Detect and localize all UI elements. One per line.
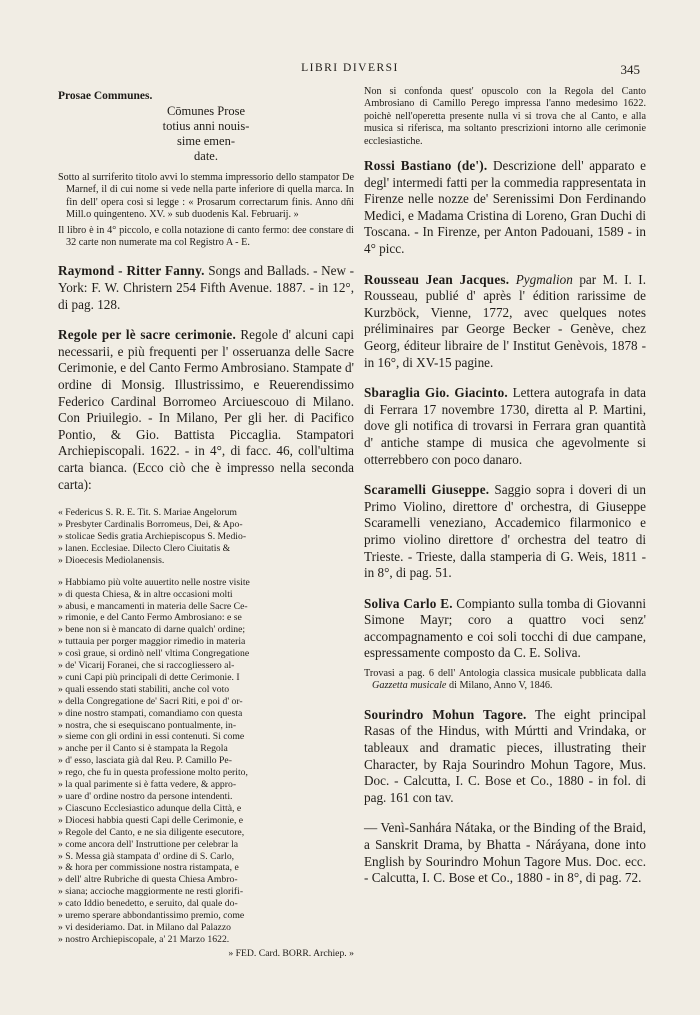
entry-text: [364, 158, 646, 258]
entry-sbaraglia: [364, 385, 646, 468]
entry-heading: Soliva Carlo E.: [364, 595, 453, 611]
signature: » FED. Card. BORR. Archiep. »: [228, 947, 354, 959]
entry-regole: [58, 327, 354, 493]
quote-line: » siana; accioche maggiormente ne resti glorifi-: [58, 886, 244, 898]
entry-text: [364, 272, 646, 372]
quote-line: » stolicae Sedis gratia Archiepiscopus S. Medio-: [58, 530, 247, 542]
quote-line: » de' Vicarij Foranei, che si raccogliessero al-: [58, 660, 235, 672]
quote-line: » anche per il Canto si è stampata la Regola: [58, 743, 228, 755]
quote-line: » Regole del Canto, e ne sia diligente esecutore,: [58, 826, 245, 838]
quote-line: « Federicus S. R. E. Tit. S. Mariae Angelorum: [58, 507, 237, 519]
entry-heading: Regole per lè sacre cerimonie.: [58, 327, 236, 343]
quote-line: » Dioecesis Mediolanensis.: [58, 554, 165, 566]
entry-rossi: [364, 158, 646, 258]
quote-block-2: [58, 577, 354, 959]
quote-line: » rimonie, e del Canto Fermo Ambrosiano: e se: [58, 612, 242, 624]
entry-heading: Scaramelli Giuseppe.: [364, 482, 490, 498]
entry-sourindro-second: [364, 820, 646, 886]
running-title: LIBRI DIVERSI: [301, 62, 399, 74]
entry-body: Lettera autografa in data di Ferrara 17 novembre 1730, diretta al P. Martini, dove gli notifica di trovarsi in Ferrara gran quantità d' antiche stampe di musica che agevolmente si otterrebbero con poco danaro.: [364, 385, 646, 467]
note-text: Trovasi a pag. 6 dell' Antologia classica musicale pubblicata dalla: [364, 668, 646, 680]
note-title: Gazzetta musicale: [372, 680, 447, 692]
entry-scaramelli: [364, 482, 646, 582]
quote-line: » come ancora dell' Instruttione per celebrar la: [58, 838, 239, 850]
entry-heading: Rossi Bastiano (de').: [364, 158, 488, 174]
quote-block-1: [58, 507, 354, 567]
entry-text: — Venì-Sanhára Nátaka, or the Binding of the Braid, a Sanskrit Drama, by Bhatta - Náráyana, done into English by Sourindro Mohun Tagore Mus. Doc. ecc. - Calcutta, I. C. Bose et Co., 1880 - in 8°, di pag. 72.: [364, 820, 646, 886]
entry-sourindro: [364, 707, 646, 807]
quote-line: » rego, che fu in questa professione molto perito,: [58, 767, 248, 779]
quote-line: » Habbiamo più volte auuertito nelle nostre visite: [58, 576, 250, 588]
quote-line: » & hora per commissione nostra ristampata, e: [58, 862, 239, 874]
entry-text: [364, 707, 646, 807]
quote-line: » sieme con gli ordini in essi contenuti. Si come: [58, 731, 245, 743]
entry-heading: Sbaraglia Gio. Giacinto.: [364, 385, 508, 401]
entry-body: Regole d' alcuni capi necessarii, e più frequenti per l' osseruanza delle Sacre Cerimonie, e del Canto Fermo Ambrosiano. Stampate d' ordine di Monsig. Illustrissimo, e Reuerendissimo Federico Cardinal Borromeo Arciuescouo di Milano. Con Priuilegio. - In Milano, Per gli her. di Pacifico Pontio, & Gio. Battista Piccaglia. Stampatori Archiepiscopali. 1622. - in 4°, di facc. 46, coll'ultima carta bianca. (Ecco ciò che è impresso nella seconda carta):: [58, 327, 355, 492]
entry-note: Il libro è in 4° piccolo, e colla notazione di canto fermo: dee constare di 32 carte non numerate ma col Registro A - E.: [58, 224, 354, 249]
quote-line: » Presbyter Cardinalis Borromeus, Dei, & Apo-: [58, 519, 243, 531]
entry-heading: Sourindro Mohun Tagore.: [364, 706, 527, 722]
quote-line: » bene non si è mancato di darne qualch' ordine;: [58, 624, 246, 636]
quote-line: » così graue, si ordinò nell' vltima Congregatione: [58, 648, 250, 660]
entry-heading: Rousseau Jean Jacques.: [364, 271, 510, 287]
entry-body: par M. I. I. Rousseau, publié d' après l' édition rarissime de Kurzböck, Vienne, 1772, avec quelques notes préliminaires par George Becker - Genève, chez Georg, éditeur libraire de l' Institut Genèvois, 1878 - in 16°, di XV-15 pagine.: [364, 271, 646, 370]
entry-text: [364, 385, 646, 468]
left-column: [58, 86, 354, 969]
quote-line: » della Congregatione de' Sacri Riti, e poi d' or-: [58, 695, 243, 707]
entry-body: Compianto sulla tomba di Giovanni Simone Mayr; coro a quattro voci senz' accompagnamento e coi soli tocchi di due campane, espressamente composto da C. E. Soliva.: [364, 595, 647, 661]
entry-title: Pygmalion: [515, 271, 573, 287]
quote-line: » cuni Capi più principali di dette Cerimonie. I: [58, 671, 240, 683]
quote-line: » nostro Archiepiscopale, a' 21 Marzo 1622.: [58, 933, 230, 945]
page-header: [60, 62, 640, 80]
quote-line: » vi desideriamo. Dat. in Milano dal Palazzo: [58, 921, 231, 933]
entry-text: [364, 482, 646, 582]
entry-heading: Raymond - Ritter Fanny.: [58, 263, 205, 279]
entry-body: The eight principal Rasas of the Hindus, with Múrtti and Vrindaka, or tableaux and dramatic pieces, illustrating their Character, by Raja Sourindro Mohun Tagore, Mus. Doc. - Calcutta, I. C. Bose et Co., 1880 - in fol. di pag. 161 con tav.: [364, 706, 646, 805]
quote-line: » lanen. Ecclesiae. Dilecto Clero Ciuitatis &: [58, 542, 231, 554]
title-line: totius anni nouis-: [162, 119, 250, 133]
entry-body: Songs and Ballads. - New - York: F. W. Christern 254 Fifth Avenue. 1887. - in 12°, di pag. 128.: [58, 263, 355, 312]
entry-prosae: [58, 90, 354, 249]
entry-body: Descrizione dell' apparato e degl' intermedi fatti per la commedia rappresentata in Firenze nelle nozze de' Serenissimi Don Ferdinando Medici, e Madama Cristina di Loreno, Gran Duchi di Toscana. - In Firenze, per Anton Padouani, 1589 - in 4° picc.: [364, 158, 646, 256]
quote-line: » uare d' ordine nostro da persone intendenti.: [58, 791, 233, 802]
entry-note: Sotto al surriferito titolo avvi lo stemma impressorio dello stampator De Marnef, il di cui nome si vede nella parte inferiore di quella marca. In fin dell' opera così si legge : « Prosarum correctarum finis. Anno dñi Mill.o quingenteno. XV. » sub duodenis Kal. Februarij. »: [58, 172, 354, 221]
right-column: [364, 86, 646, 901]
quote-line: » uremo sperare abbondantissimo premio, come: [58, 910, 245, 922]
quote-line: » Ciascuno Ecclesiastico adunque della Città, e: [58, 802, 242, 814]
entry-rousseau: [364, 272, 646, 372]
quote-line: » S. Messa già stampata d' ordine di S. Carlo,: [58, 850, 235, 862]
quote-line: » tuttauia per porger maggior rimedio in materia: [58, 636, 246, 648]
title-line: sime emen-: [177, 134, 235, 148]
title-block: [58, 104, 354, 164]
quote-line: » d' esso, lasciata già dal Reu. P. Camillo Pe-: [58, 755, 232, 767]
note-text: di Milano, Anno V, 1846.: [448, 680, 553, 692]
entry-heading: Prosae Communes.: [58, 90, 153, 102]
entry-text: [364, 596, 646, 662]
page-number: 345: [620, 62, 640, 77]
entry-raymond: [58, 263, 354, 313]
quote-line: » la qual parimente si è fatta vedere, & appro-: [58, 779, 237, 791]
entry-body: Saggio sopra i doveri di un Primo Violino, direttore d' orchestra, di Giuseppe Scaramelli veneziano, Accademico filarmonico e primo violino direttore d' orchestra del teatro di Trieste. - Trieste, dalla stamperia di G. Weis, 1811 - in 8°, di pag. 51.: [364, 482, 646, 581]
quote-line: » abusi, e mancamenti in materia delle Sacre Ce-: [58, 600, 248, 612]
entry-soliva: [364, 596, 646, 693]
quote-line: » nostra, che si esequiscano pontualmente, in-: [58, 719, 237, 731]
quote-line: » quali essendo stati stabiliti, anche col voto: [58, 683, 230, 695]
entry-text: [58, 327, 354, 493]
quote-line: » cato Iddio benedetto, e seruito, dal quale do-: [58, 898, 238, 910]
intro-note: Non si confonda quest' opuscolo con la Regola del Canto Ambrosiano di Camillo Perego impressa l'anno medesimo 1622. poichè nell'operetta presente nulla vi si trova che al Canto, e alla musica si riferisca, ma soltanto prescrizioni intorno alle cerimonie ecclesiastiche.: [364, 86, 646, 147]
quote-line: » dine nostro stampati, comandiamo con questa: [58, 707, 243, 719]
entry-text: [58, 263, 354, 313]
quote-line: » di questa Chiesa, & in altre occasioni molti: [58, 588, 233, 600]
title-line: Cōmunes Prose: [166, 104, 246, 118]
quote-line: » dell' altre Rubriche di questa Chiesa Ambro-: [58, 874, 238, 886]
quote-line: » Diocesi habbia questi Capi delle Cerimonie, e: [58, 814, 244, 826]
entry-note: [364, 668, 646, 693]
title-line: date.: [194, 149, 218, 163]
